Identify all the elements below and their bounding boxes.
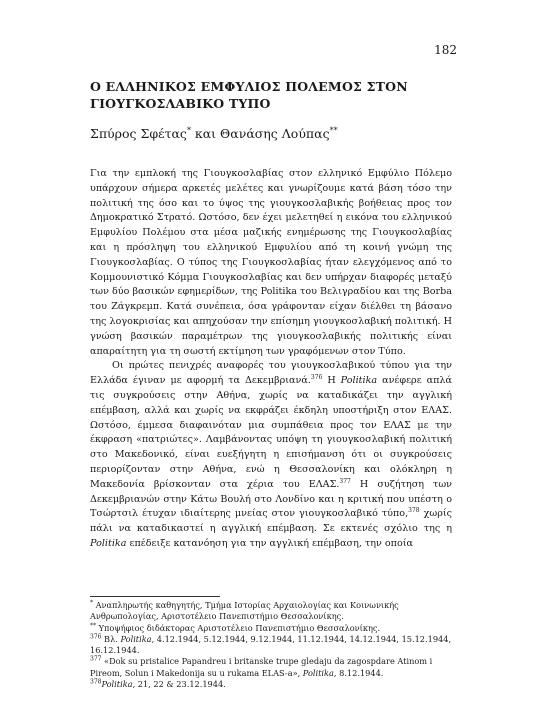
footnotes bbox=[90, 600, 452, 690]
article-body bbox=[90, 167, 452, 552]
footnote: * Αναπληρωτής καθηγητής, Τμήμα Ιστορίας Αρχαιολογίας και Κοινωνικής Ανθρωπολογίας, Αριστοτέλειο Πανεπιστήμιο Θεσσαλονίκης. bbox=[90, 599, 399, 622]
footnote-reference: 378 bbox=[408, 507, 420, 515]
author-footnote-marker: * bbox=[186, 125, 191, 135]
footnote: $^{377}$ «Dok su pristalice Papandreu i britanske trupe gledaju da zagospdare Atinom i Pireom, Solun i Makedonija su u rukama ELAS-a», Politika, 8.12.1944. bbox=[90, 655, 433, 678]
body-paragraph: Για την εμπλοκή της Γιουγκοσλαβίας στον ελληνικό Εμφύλιο Πόλεμο υπάρχουν σήμερα αρκετές μελέτες και γνωρίζουμε κατά βάση τόσο την πολιτική της όσο και το ύψος της γιουγκοσλαβικής βοήθειας προς τον Δημοκρατικό Στρατό. Ωστόσο, δεν έχει μελετηθεί η εικόνα του ελληνικού Εμφυλίου Πολέμου στα μέσα μαζικής ενημέρωσης της Γιουγκοσλαβίας και η πρόσληψη του ελληνικού Εμφυλίου από τη κοινή γνώμη της Γιουγκοσλαβίας. Ο τύπος της Γιουγκοσλαβίας ήταν ελεγχόμενος από το Κομμουνιστικό Κόμμα Γιουγκοσλαβίας και δεν υπήρχαν διαφορές μεταξύ των δύο βασικών εφημερίδων, της Politika του Βελιγραδίου και της Borba του Ζάγκρεμπ. Κατά συνέπεια, όσα γράφονταν είχαν διέλθει τη βάσανο της λογοκρισίας και απηχούσαν την επίσημη γιουγκοσλαβική πολιτική. Η γνώση βασικών παραμέτρων της γιουγκοσλαβικής πολιτικής είναι απαραίτητη για τη σωστή εκτίμηση των γραφόμενων στον Τύπο. bbox=[90, 168, 452, 357]
author-footnote-marker: ** bbox=[329, 125, 338, 135]
newspaper-name: Politika bbox=[90, 537, 127, 549]
footnote: $^{376}$ Βλ. Politika, 4.12.1944, 5.12.1944, 9.12.1944, 11.12.1944, 14.12.1944, 15.12.1944, 16.12.1944. bbox=[90, 633, 452, 656]
author-name: Θανάσης Λούπας bbox=[220, 126, 330, 141]
footnote: $^{378}$Politika, 21, 22 & 23.12.1944. bbox=[90, 678, 226, 690]
footnote-reference: 376 bbox=[310, 373, 323, 381]
footnote-separator bbox=[90, 596, 220, 597]
footnote-reference: 377 bbox=[339, 477, 351, 485]
body-paragraph: Οι πρώτες πενιχρές αναφορές του γιουγκοσλαβικού τύπου για την Ελλάδα έγιναν με αφορμή τα Δεκεμβριανά.$^{376}$ Η Politika ανέφερε απλά τις συγκρούσεις στην Αθήνα, χωρίς να καταδικάζει την αγγλική επέμβαση, αλλά και χωρίς να εκφράζει έκδηλη υποστήριξη στον ΕΛΑΣ. Ωστόσο, έμμεσα διαφαινόταν μια συμπάθεια προς τον ΕΛΑΣ με την έκφραση «πατριώτες». Λαμβάνοντας υπόψη τη γιουγκοσλαβική πολιτική στο Μακεδονικό, είναι ευεξήγητη η επισήμανση ότι οι συγκρούσεις περιορίζονταν στην Αθήνα, ενώ η Θεσσαλονίκη και ολόκληρη η Μακεδονία βρίσκονταν στα χέρια του ΕΛΑΣ.$^{377}$ Η συζήτηση των Δεκεμβριανών στην Κάτω Βουλή στο Λονδίνο και η κριτική που υπέστη ο Τσώρτσιλ έτυχαν ιδιαίτερης μνείας στον γιουγκοσλαβικό τύπο,$^{378}$ χωρίς πάλι να καταδικαστεί η αγγλική επέμβαση. Σε εκτενές σχόλιο της η Politika επέδειξε κατανόηση για την αγγλική επέμβαση, την οποία bbox=[90, 360, 452, 549]
article-authors bbox=[90, 126, 338, 141]
page-number: 182 bbox=[434, 43, 457, 57]
article-title: Ο ΕΛΛΗΝΙΚΟΣ ΕΜΦΥΛΙΟΣ ΠΟΛΕΜΟΣ ΣΤΟΝ ΓΙΟΥΓΚΟΣΛΑΒΙΚΟ ΤΥΠΟ bbox=[90, 79, 408, 111]
author-name: Σπύρος Σφέτας bbox=[90, 126, 187, 141]
footnote: ** Υποψήφιος διδάκτορας Αριστοτέλειο Πανεπιστήμιο Θεσσαλονίκης. bbox=[90, 621, 381, 633]
newspaper-name: Politika bbox=[340, 375, 378, 387]
author-conjunction: και bbox=[190, 126, 221, 141]
